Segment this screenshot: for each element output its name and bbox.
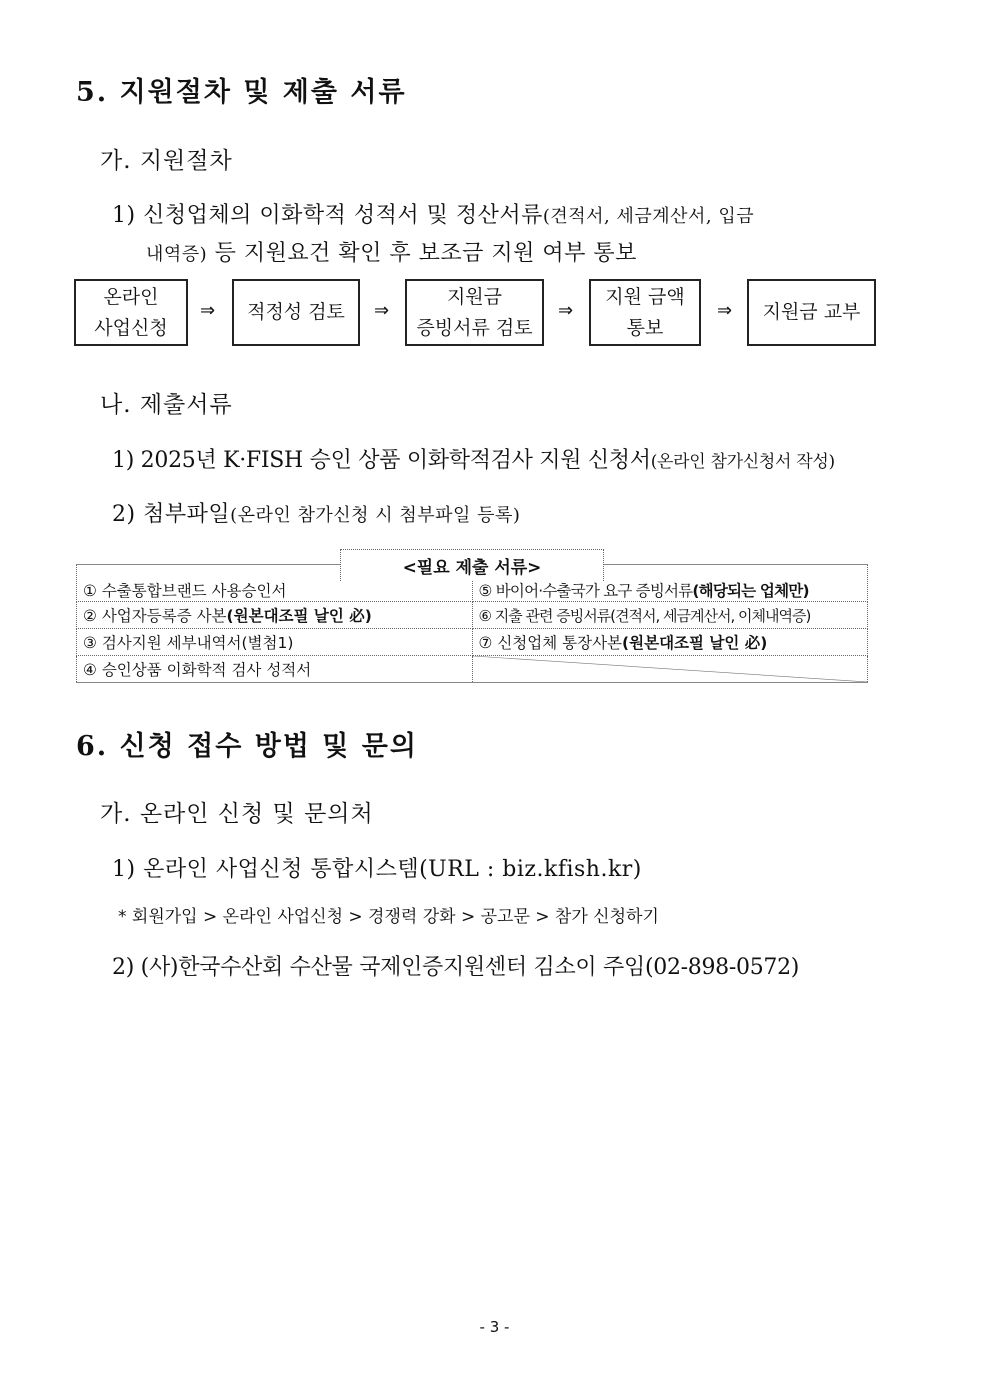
flow-step-3-line-2: 증빙서류 검토: [416, 316, 533, 339]
table-cell-text: ② 사업자등록증 사본: [83, 607, 227, 625]
procedure-item-1-small: (견적서, 세금계산서, 입금: [542, 206, 755, 227]
flow-step-3-line-1: 지원금: [446, 285, 503, 308]
table-cell-bold-text: (원본대조필 날인 必): [226, 607, 372, 625]
flow-step-grant-payment: [747, 279, 876, 346]
table-cell-text: ⑥ 지출 관련 증빙서류(견적서, 세금계산서, 이체내역증): [478, 606, 811, 625]
flow-arrow-3: ⇒: [558, 300, 574, 321]
procedure-item-1-line-1: [112, 198, 754, 229]
table-row: [77, 656, 868, 683]
flow-step-1-line-1: 온라인: [103, 285, 159, 308]
required-documents-table: [76, 564, 868, 683]
contact-item-2: 2) (사)한국수산회 수산물 국제인증지원센터 김소이 주임(02-898-0572): [112, 955, 800, 980]
flow-step-1-line-2: 사업신청: [94, 316, 168, 339]
docs-item-1-main: 1) 2025년 K·FISH 승인 상품 이화학적검사 지원 신청서: [112, 448, 651, 473]
signup-steps-note: * 회원가입 > 온라인 사업신청 > 경쟁력 강화 > 공고문 > 참가 신청하기: [118, 907, 659, 927]
table-title: <필요 제출 서류>: [340, 549, 604, 581]
table-cell-text: ④ 승인상품 이화학적 검사 성적서: [83, 661, 312, 679]
flow-step-5-line-1: 지원금 교부: [762, 301, 861, 323]
section-6-title: 6. 신청 접수 방법 및 문의: [76, 731, 418, 762]
table-cell-text: ① 수출통합브랜드 사용승인서: [83, 582, 287, 600]
table-cell: [472, 602, 868, 629]
contact-item-1: 1) 온라인 사업신청 통합시스템(URL : biz.kfish.kr): [112, 857, 642, 882]
table-cell: [472, 629, 868, 656]
section-6-sub-a: 가. 온라인 신청 및 문의처: [100, 801, 374, 827]
table-cell-bold-text: (해당되는 업체만): [692, 582, 809, 600]
procedure-item-1-main-2: 등 지원요건 확인 후 보조금 지원 여부 통보: [207, 241, 637, 266]
table-cell-text: ⑤ 바이어·수출국가 요구 증빙서류: [478, 582, 693, 600]
docs-item-2-main: 2) 첨부파일: [112, 502, 231, 527]
table-cell-text: ③ 검사지원 세부내역서(별첨1): [83, 634, 294, 652]
table-cell: [77, 602, 473, 629]
flow-arrow-2: ⇒: [374, 300, 390, 321]
docs-item-1-small: (온라인 참가신청서 작성): [650, 452, 835, 472]
table-cell: [77, 656, 473, 683]
table-cell: [77, 629, 473, 656]
table-cell-empty: [472, 656, 868, 683]
diagonal-line: [473, 656, 868, 682]
table-cell-text: ⑦ 신청업체 통장사본: [478, 634, 623, 652]
flow-arrow-4: ⇒: [717, 300, 733, 321]
table-cell-bold-text: (원본대조필 날인 必): [622, 634, 768, 652]
table-row: [77, 629, 868, 656]
procedure-item-1-line-2: [146, 236, 637, 267]
flow-arrow-1: ⇒: [200, 300, 216, 321]
docs-item-1: [112, 443, 835, 474]
section-5-sub-b: 나. 제출서류: [100, 392, 233, 418]
page-number: - 3 -: [479, 1318, 510, 1336]
section-5-sub-a: 가. 지원절차: [100, 148, 233, 174]
procedure-item-1-main: 1) 신청업체의 이화학적 성적서 및 정산서류: [112, 203, 543, 228]
table-row: [77, 602, 868, 629]
flow-step-4-line-2: 통보: [626, 316, 664, 339]
flow-step-2-line-1: 적정성 검토: [247, 301, 345, 323]
flow-step-suitability-review: [232, 279, 360, 346]
docs-item-2-small: (온라인 참가신청 시 첨부파일 등록): [230, 505, 521, 526]
flow-step-4-line-1: 지원 금액: [605, 285, 685, 308]
docs-item-2: [112, 497, 520, 528]
section-5-title: 5. 지원절차 및 제출 서류: [76, 77, 407, 108]
flow-step-amount-notice: [589, 279, 701, 346]
flow-step-evidence-review: [405, 279, 544, 346]
flow-step-online-application: [74, 279, 188, 346]
procedure-item-1-small-2: 내역증): [146, 244, 208, 265]
